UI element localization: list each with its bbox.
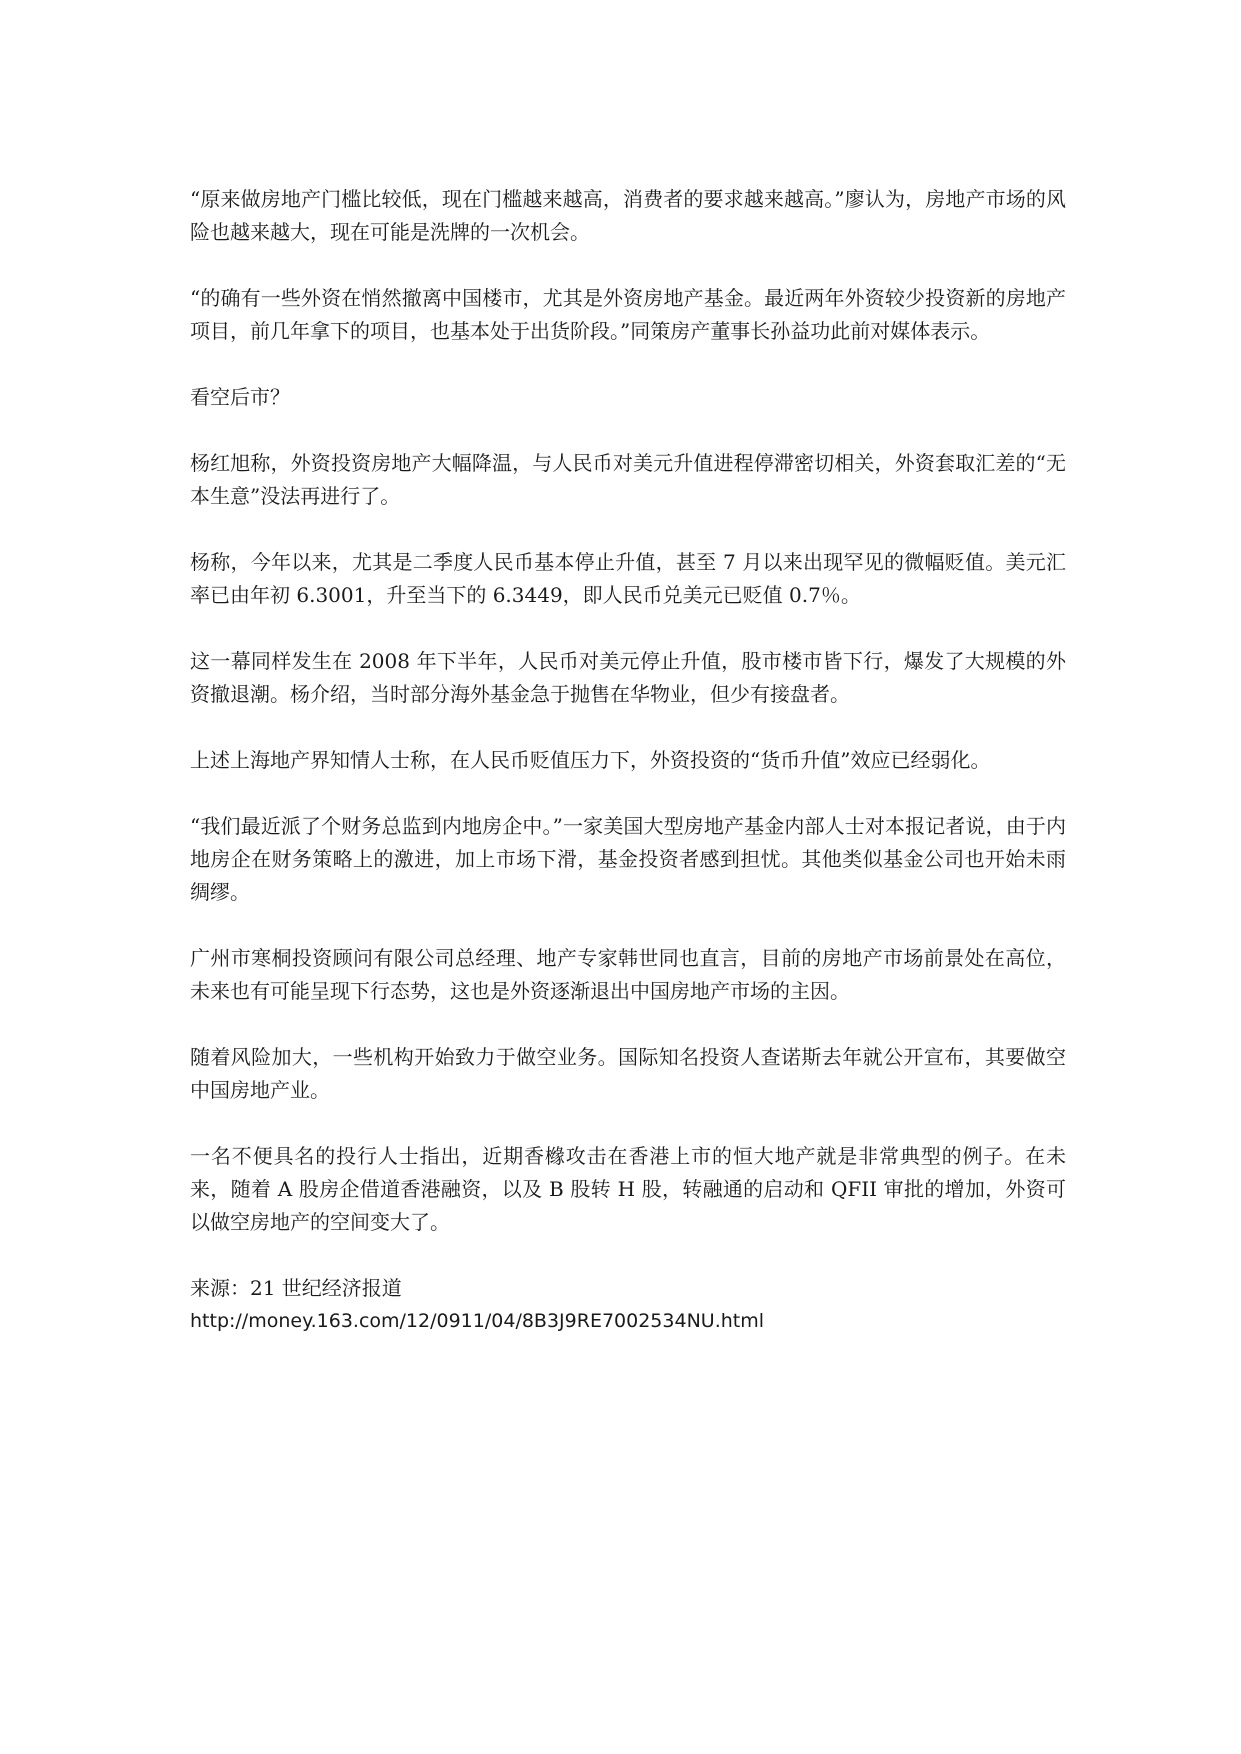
- source-line: 来源：21 世纪经济报道: [190, 1276, 402, 1300]
- paragraph-7: “我们最近派了个财务总监到内地房企中。”一家美国大型房地产基金内部人士对本报记者说，由于内地房企在财务策略上的激进，加上市场下滑，基金投资者感到担忧。其他类似基金公司也开始未雨绸缪。: [190, 814, 1066, 904]
- paragraph-5: 这一幕同样发生在 2008 年下半年，人民币对美元停止升值，股市楼市皆下行，爆发了大规模的外资撤退潮。杨介绍，当时部分海外基金急于抛售在华物业，但少有接盘者。: [190, 649, 1066, 706]
- paragraph-2: “的确有一些外资在悄然撤离中国楼市，尤其是外资房地产基金。最近两年外资较少投资新的房地产项目，前几年拿下的项目，也基本处于出货阶段。”同策房产董事长孙益功此前对媒体表示。: [190, 286, 1066, 343]
- section-heading: 看空后市？: [190, 385, 290, 409]
- paragraph-3: 杨红旭称，外资投资房地产大幅降温，与人民币对美元升值进程停滞密切相关，外资套取汇差的“无本生意”没法再进行了。: [190, 451, 1066, 508]
- paragraph-9: 随着风险加大，一些机构开始致力于做空业务。国际知名投资人查诺斯去年就公开宣布，其要做空中国房地产业。: [190, 1045, 1066, 1102]
- paragraph-10: 一名不便具名的投行人士指出，近期香橼攻击在香港上市的恒大地产就是非常典型的例子。在未来，随着 A 股房企借道香港融资，以及 B 股转 H 股，转融通的启动和 QFII 审批的增加，外资可以做空房地产的空间变大了。: [190, 1144, 1066, 1234]
- source-url: http://money.163.com/12/0911/04/8B3J9RE7002534NU.html: [190, 1310, 765, 1332]
- paragraph-1: “原来做房地产门槛比较低，现在门槛越来越高，消费者的要求越来越高。”廖认为，房地产市场的风险也越来越大，现在可能是洗牌的一次机会。: [190, 187, 1066, 244]
- paragraph-6: 上述上海地产界知情人士称，在人民币贬值压力下，外资投资的“货币升值”效应已经弱化。: [190, 748, 991, 772]
- paragraph-4: 杨称，今年以来，尤其是二季度人民币基本停止升值，甚至 7 月以来出现罕见的微幅贬值。美元汇率已由年初 6.3001，升至当下的 6.3449，即人民币兑美元已贬值 0.7％。: [190, 550, 1066, 607]
- article-body: [190, 183, 1066, 1338]
- paragraph-8: 广州市寒桐投资顾问有限公司总经理、地产专家韩世同也直言，目前的房地产市场前景处在高位，未来也有可能呈现下行态势，这也是外资逐渐退出中国房地产市场的主因。: [190, 946, 1066, 1003]
